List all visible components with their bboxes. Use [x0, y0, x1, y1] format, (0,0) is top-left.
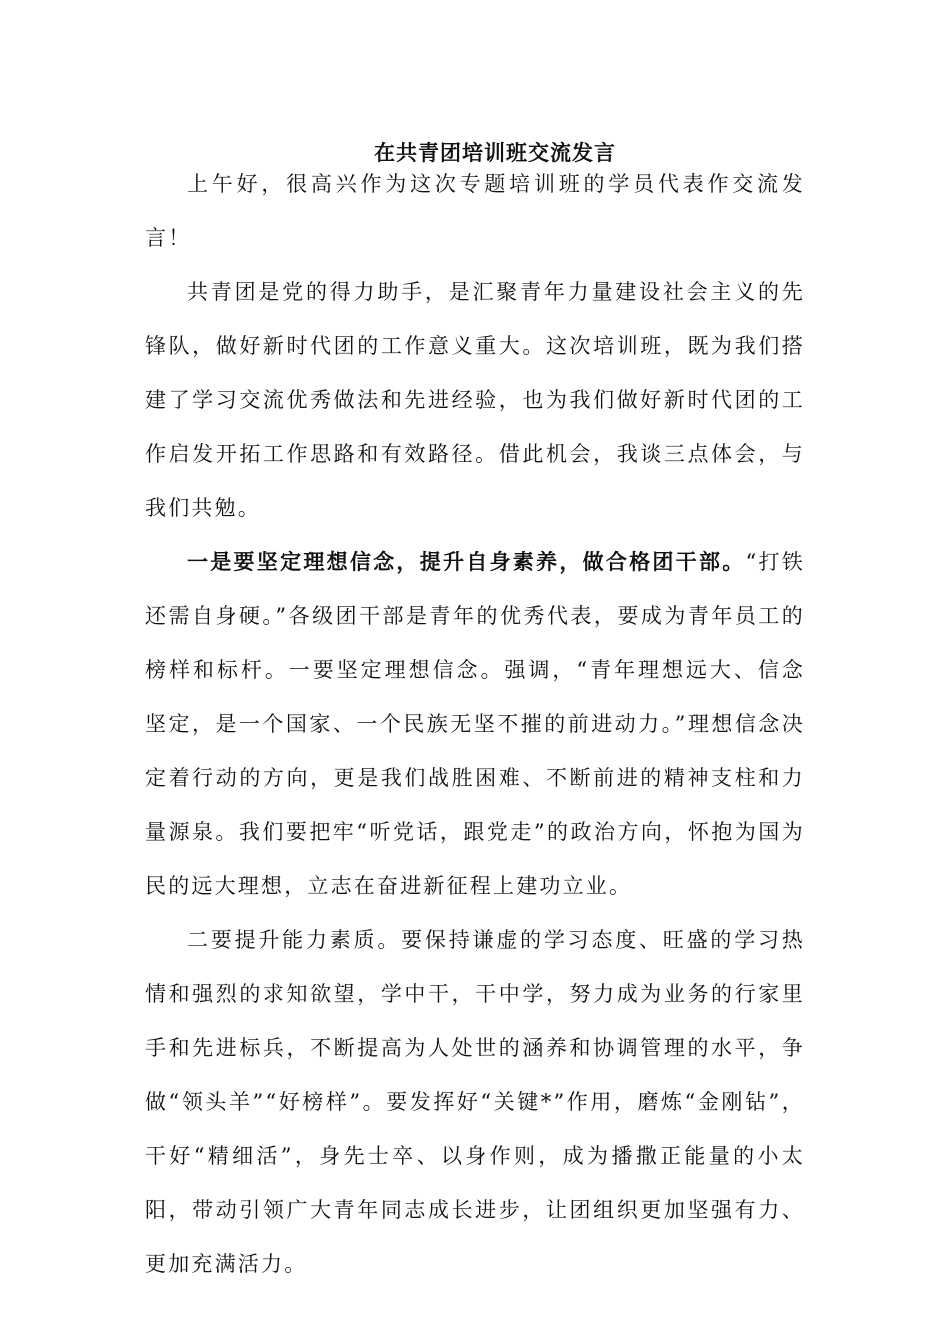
point-one-heading: 一是要坚定理想信念，提升自身素养，做合格团干部。: [187, 549, 746, 574]
intro-paragraph: 共青团是党的得力助手，是汇聚青年力量建设社会主义的先锋队，做好新时代团的工作意义重大。这次培训班，既为我们搭建了学习交流优秀做法和先进经验，也为我们做好新时代团的工作启发开拓工作思路和有效路径。借此机会，我谈三点体会，与我们共勉。: [145, 280, 805, 520]
document-title: 在共青团培训班交流发言: [374, 140, 616, 165]
point-one-body: “打铁还需自身硬。”各级团干部是青年的优秀代表，要成为青年员工的榜样和标杆。一要坚定理想信念。强调，“青年理想远大、信念坚定，是一个国家、一个民族无坚不摧的前进动力。”理想信念决定着行动的方向，更是我们战胜困难、不断前进的精神支柱和力量源泉。我们要把牢“听党话，跟党走”的政治方向，怀抱为国为民的远大理想，立志在奋进新征程上建功立业。: [145, 550, 805, 898]
greeting-paragraph: 上午好，很高兴作为这次专题培训班的学员代表作交流发言！: [145, 172, 805, 250]
point-one-paragraph: [145, 535, 805, 913]
document-body: [145, 157, 805, 1291]
point-one-sub-two-paragraph: 二要提升能力素质。要保持谦虚的学习态度、旺盛的学习热情和强烈的求知欲望，学中干，干中学，努力成为业务的行家里手和先进标兵，不断提高为人处世的涵养和协调管理的水平，争做“领头羊”“好榜样”。要发挥好“关键*”作用，磨炼“金刚钻”，干好“精细活”，身先士卒、以身作则，成为播撒正能量的小太阳，带动引领广大青年同志成长进步，让团组织更加坚强有力、更加充满活力。: [145, 928, 805, 1276]
